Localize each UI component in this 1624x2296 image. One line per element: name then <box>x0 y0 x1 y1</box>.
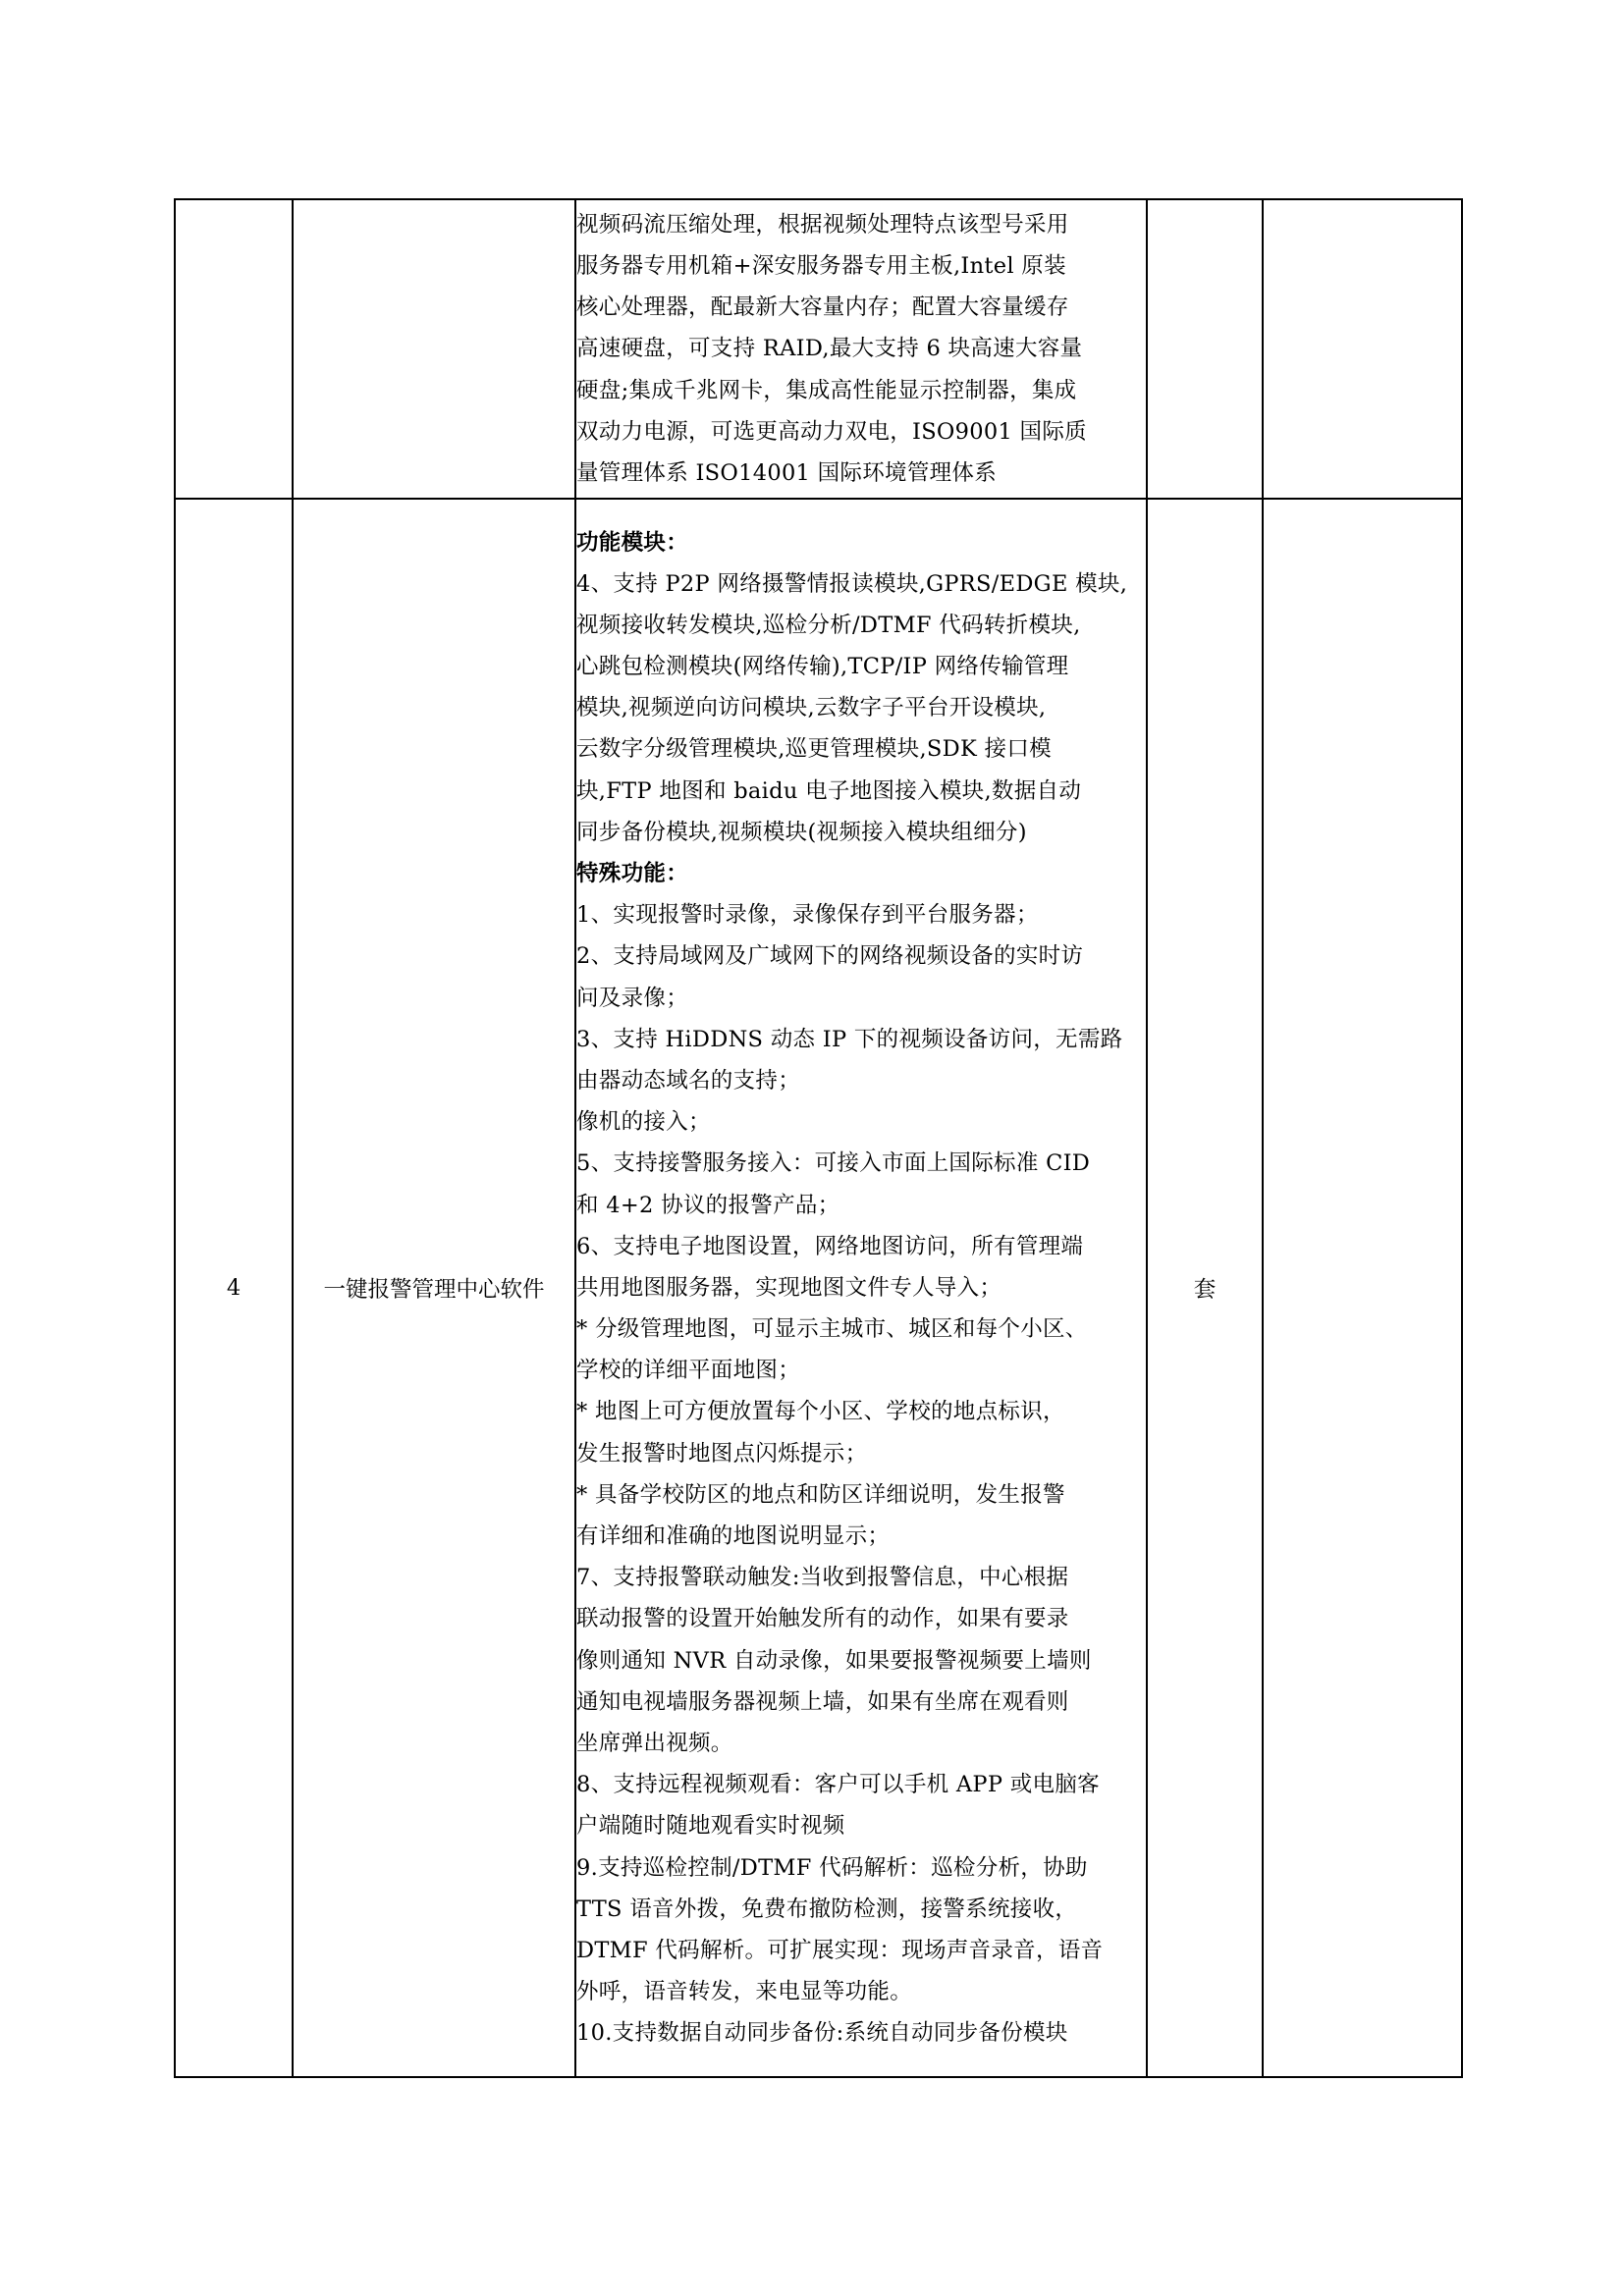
description-line: 高速硬盘，可支持 RAID,最大支持 6 块高速大容量 <box>576 336 1083 362</box>
spec-table <box>174 198 1463 2078</box>
description-line: 问及录像； <box>576 985 689 1011</box>
description-line: * 具备学校防区的地点和防区详细说明，发生报警 <box>576 1481 1065 1508</box>
description-line: 1、实现报警时录像，录像保存到平台服务器； <box>576 902 1039 929</box>
description-line: 云数字分级管理模块,巡更管理模块,SDK 接口模 <box>576 736 1052 763</box>
item-name-cell: 一键报警管理中心软件 <box>293 499 575 2077</box>
description-line: TTS 语音外拨，免费布撤防检测，接警系统接收， <box>576 1896 1078 1922</box>
description-line: 核心处理器，配最新大容量内存；配置大容量缓存 <box>576 294 1069 321</box>
description-line: 视频接收转发模块,巡检分析/DTMF 代码转折模块, <box>576 612 1081 638</box>
quantity-cell <box>1263 499 1462 2077</box>
description-line: 和 4+2 协议的报警产品； <box>576 1192 840 1218</box>
description-line: 发生报警时地图点闪烁提示； <box>576 1440 868 1467</box>
description-line: 量管理体系 ISO14001 国际环境管理体系 <box>576 459 998 486</box>
description-line: 共用地图服务器，实现地图文件专人导入； <box>576 1274 1002 1301</box>
description-line: 像机的接入； <box>576 1109 711 1136</box>
unit-cell: 套 <box>1147 499 1263 2077</box>
description-line: 联动报警的设置开始触发所有的动作，如果有要录 <box>576 1606 1069 1632</box>
unit-cell <box>1147 199 1263 499</box>
description-line: 有详细和准确的地图说明显示； <box>576 1523 891 1550</box>
description-cell <box>575 199 1147 499</box>
description-line: 10.支持数据自动同步备份:系统自动同步备份模块 <box>576 2020 1068 2047</box>
description-line: 2、支持局域网及广域网下的网络视频设备的实时访 <box>576 943 1084 970</box>
section-heading: 功能模块： <box>576 529 689 556</box>
item-name-cell <box>293 199 575 499</box>
description-line: 5、支持接警服务接入：可接入市面上国际标准 CID <box>576 1150 1091 1177</box>
description-line: 3、支持 HiDDNS 动态 IP 下的视频设备访问，无需路 <box>576 1026 1123 1052</box>
description-line: 同步备份模块,视频模块(视频接入模块组细分) <box>576 819 1027 845</box>
description-line: DTMF 代码解析。可扩展实现：现场声音录音，语音 <box>576 1937 1104 1963</box>
description-line: 4、支持 P2P 网络摄警情报读模块,GPRS/EDGE 模块, <box>576 570 1128 597</box>
description-line: 8、支持远程视频观看：客户可以手机 APP 或电脑客 <box>576 1772 1100 1798</box>
description-line: 学校的详细平面地图； <box>576 1358 801 1384</box>
description-line: 由器动态域名的支持； <box>576 1067 801 1094</box>
table-row <box>175 499 1462 2077</box>
description-line: 像则通知 NVR 自动录像，如果要报警视频要上墙则 <box>576 1647 1092 1674</box>
description-line: 户端随时随地观看实时视频 <box>576 1813 845 1840</box>
description-line: 外呼，语音转发，来电显等功能。 <box>576 1979 913 2005</box>
quantity-cell <box>1263 199 1462 499</box>
description-line: 心跳包检测模块(网络传输),TCP/IP 网络传输管理 <box>576 654 1069 680</box>
description-line: 块,FTP 地图和 baidu 电子地图接入模块,数据自动 <box>576 777 1082 804</box>
description-line: 硬盘;集成千兆网卡，集成高性能显示控制器，集成 <box>576 377 1077 403</box>
description-line: 坐席弹出视频。 <box>576 1730 733 1756</box>
description-line: 模块,视频逆向访问模块,云数字子平台开设模块, <box>576 695 1047 721</box>
description-cell <box>575 499 1147 2077</box>
description-line: * 地图上可方便放置每个小区、学校的地点标识， <box>576 1399 1065 1425</box>
row-number-cell <box>175 199 293 499</box>
section-heading: 特殊功能： <box>576 861 689 887</box>
description-line: 6、支持电子地图设置，网络地图访问，所有管理端 <box>576 1233 1084 1259</box>
description-line: * 分级管理地图，可显示主城市、城区和每个小区、 <box>576 1316 1088 1343</box>
description-line: 7、支持报警联动触发:当收到报警信息，中心根据 <box>576 1565 1069 1591</box>
row-number-cell: 4 <box>175 499 293 2077</box>
description-line: 双动力电源，可选更高动力双电，ISO9001 国际质 <box>576 418 1087 445</box>
table-row <box>175 199 1462 499</box>
description-line: 服务器专用机箱+深安服务器专用主板,Intel 原装 <box>576 253 1066 280</box>
description-line: 9.支持巡检控制/DTMF 代码解析：巡检分析，协助 <box>576 1854 1088 1881</box>
description-line: 通知电视墙服务器视频上墙，如果有坐席在观看则 <box>576 1688 1069 1715</box>
description-line: 视频码流压缩处理，根据视频处理特点该型号采用 <box>576 211 1069 238</box>
